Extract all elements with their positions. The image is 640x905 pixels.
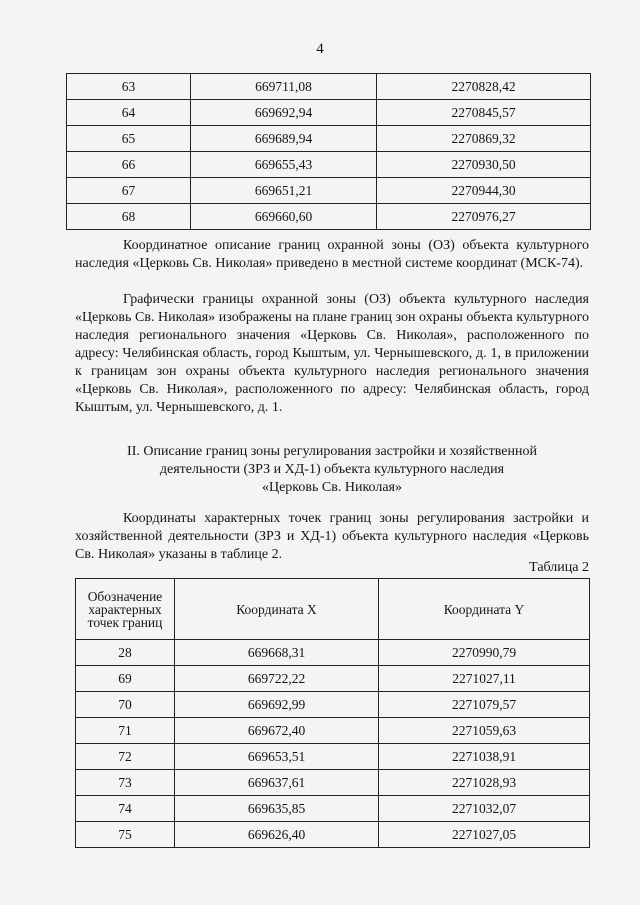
table-caption: Таблица 2 <box>529 560 589 575</box>
point-number-cell: 69 <box>76 666 175 692</box>
point-number-cell: 71 <box>76 718 175 744</box>
table-row <box>67 152 591 178</box>
point-number-cell: 63 <box>67 74 191 100</box>
point-number-cell: 67 <box>67 178 191 204</box>
coordinate-x-cell: 669689,94 <box>191 126 377 152</box>
coordinate-y-cell: 2271027,11 <box>379 666 590 692</box>
table-row <box>67 204 591 230</box>
point-number-cell: 65 <box>67 126 191 152</box>
coordinate-x-cell: 669653,51 <box>175 744 379 770</box>
point-number-cell: 28 <box>76 640 175 666</box>
table-row <box>76 692 590 718</box>
point-number-cell: 75 <box>76 822 175 848</box>
table-row <box>76 744 590 770</box>
table-row <box>76 666 590 692</box>
coordinates-table-continued <box>66 73 591 230</box>
coordinate-y-cell: 2271028,93 <box>379 770 590 796</box>
table-row <box>67 126 591 152</box>
point-number-cell: 73 <box>76 770 175 796</box>
coordinate-y-cell: 2271038,91 <box>379 744 590 770</box>
section-heading-line: «Церковь Св. Николая» <box>261 480 402 495</box>
table-row <box>76 640 590 666</box>
table-row <box>67 178 591 204</box>
table-row <box>76 718 590 744</box>
section-heading-line: II. Описание границ зоны регулирования застройки и хозяйственной <box>127 444 537 459</box>
coordinate-y-cell: 2271032,07 <box>379 796 590 822</box>
coordinate-y-cell: 2270990,79 <box>379 640 590 666</box>
coordinates-table-2 <box>75 578 590 848</box>
point-number-cell: 72 <box>76 744 175 770</box>
coordinate-x-cell: 669637,61 <box>175 770 379 796</box>
table-row <box>67 100 591 126</box>
coordinate-x-cell: 669626,40 <box>175 822 379 848</box>
point-number-cell: 74 <box>76 796 175 822</box>
point-number-cell: 64 <box>67 100 191 126</box>
coordinate-x-cell: 669692,99 <box>175 692 379 718</box>
coordinate-x-cell: 669711,08 <box>191 74 377 100</box>
point-number-cell: 66 <box>67 152 191 178</box>
coordinate-x-cell: 669635,85 <box>175 796 379 822</box>
coordinate-x-cell: 669668,31 <box>175 640 379 666</box>
coordinate-x-cell: 669722,22 <box>175 666 379 692</box>
coordinate-y-cell: 2270930,50 <box>377 152 591 178</box>
coordinate-y-cell: 2270845,57 <box>377 100 591 126</box>
coordinate-x-cell: 669692,94 <box>191 100 377 126</box>
coordinate-y-cell: 2270976,27 <box>377 204 591 230</box>
coordinate-y-cell: 2270944,30 <box>377 178 591 204</box>
section-heading <box>75 443 589 497</box>
graphic-boundaries-paragraph: Графически границы охранной зоны (ОЗ) объекта культурного наследия «Церковь Св. Николая» изображены на плане границ зон охраны объекта культурного наследия регионального значения «Церковь Св. Николая», расположенного по адресу: Челябинская область, город Кыштым, ул. Чернышевского, д. 1, в приложении к границам зон охраны объекта культурного наследия регионального значения «Церковь Св. Николая», расположенного по адресу: Челябинская область, город Кыштым, ул. Чернышевского, д. 1. <box>75 292 589 415</box>
header-coordinate-x: Координата X <box>175 579 379 640</box>
coordinate-y-cell: 2271079,57 <box>379 692 590 718</box>
coordinate-x-cell: 669672,40 <box>175 718 379 744</box>
table-header-row <box>76 579 590 640</box>
coord-description-paragraph: Координатное описание границ охранной зоны (ОЗ) объекта культурного наследия «Церковь Св. Николая» приведено в местной системе координат (МСК-74). <box>75 238 589 271</box>
coordinate-x-cell: 669660,60 <box>191 204 377 230</box>
table-row <box>76 796 590 822</box>
table-row <box>76 822 590 848</box>
coordinate-x-cell: 669651,21 <box>191 178 377 204</box>
page-number: 4 <box>316 41 324 57</box>
coordinate-y-cell: 2271027,05 <box>379 822 590 848</box>
table-row <box>67 74 591 100</box>
point-number-cell: 70 <box>76 692 175 718</box>
header-points: Обозначение характерных точек границ <box>76 579 175 640</box>
point-number-cell: 68 <box>67 204 191 230</box>
coordinate-x-cell: 669655,43 <box>191 152 377 178</box>
section-heading-line: деятельности (ЗРЗ и ХД-1) объекта культурного наследия <box>159 462 505 477</box>
coordinate-y-cell: 2271059,63 <box>379 718 590 744</box>
table-row <box>76 770 590 796</box>
header-coordinate-y: Координата Y <box>379 579 590 640</box>
coordinate-y-cell: 2270869,32 <box>377 126 591 152</box>
coordinate-y-cell: 2270828,42 <box>377 74 591 100</box>
table2-intro-paragraph: Координаты характерных точек границ зоны регулирования застройки и хозяйственной деятельности (ЗРЗ и ХД-1) объекта культурного наследия «Церковь Св. Николая» указаны в таблице 2. <box>75 511 589 562</box>
